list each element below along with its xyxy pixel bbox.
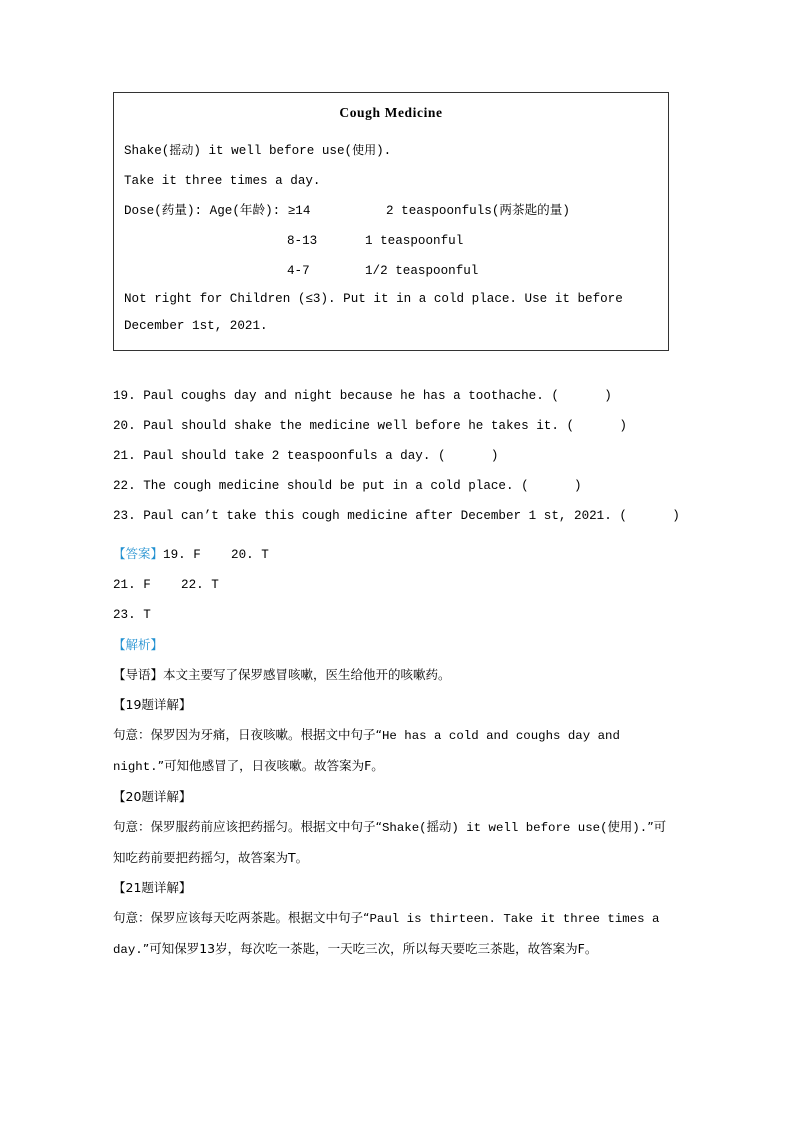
answer-tag: 【答案】 <box>113 546 164 561</box>
label-footer-note: Not right for Children (≤3). Put it in a cold place. Use it before December 1st, 2021. <box>124 292 623 333</box>
label-dose-line: Dose(药量): Age(年龄): ≥14 2 teaspoonfuls(两茶匙的量) <box>124 204 570 218</box>
explain-body-20: 句意：保罗服药前应该把药摇匀。根据文中句子“Shake(摇动) it well before use(使用).”可知吃药前要把药摇匀，故答案为T。 <box>113 819 667 865</box>
answer-line: 23. T <box>113 608 151 622</box>
medicine-label-box <box>113 92 669 351</box>
explain-heading-19: 【19题详解】 <box>113 697 192 712</box>
explain-heading-21: 【21题详解】 <box>113 880 192 895</box>
label-dose-row: 4-7 1/2 teaspoonful <box>287 264 479 278</box>
label-dose-row: 8-13 1 teaspoonful <box>287 234 464 248</box>
answer-first-line: 【答案】19. F 20. T <box>113 546 269 562</box>
medicine-label-title: Cough Medicine <box>339 105 443 120</box>
explain-body-21: 句意：保罗应该每天吃两茶匙。根据文中句子“Paul is thirteen. Take it three times a day.”可知保罗13岁，每次吃一茶匙，一天吃三次，所以每天要吃三茶匙，故答案为F。 <box>113 910 660 957</box>
document-content <box>113 92 680 965</box>
question-list <box>113 381 680 531</box>
question-item: 21. Paul should take 2 teaspoonfuls a day. ( ) <box>113 449 499 463</box>
label-frequency-line: Take it three times a day. <box>124 174 321 188</box>
explain-body-19: 句意：保罗因为牙痛，日夜咳嗽。根据文中句子“He has a cold and coughs day and night.”可知他感冒了，日夜咳嗽。故答案为F。 <box>113 727 620 774</box>
analysis-guide: 【导语】本文主要写了保罗感冒咳嗽，医生给他开的咳嗽药。 <box>113 667 451 682</box>
question-item: 20. Paul should shake the medicine well before he takes it. ( ) <box>113 419 627 433</box>
answer-line: 21. F 22. T <box>113 578 219 592</box>
answer-block <box>113 539 669 630</box>
analysis-block <box>113 630 669 965</box>
explain-heading-20: 【20题详解】 <box>113 789 192 804</box>
question-item: 19. Paul coughs day and night because he has a toothache. ( ) <box>113 389 612 403</box>
question-item: 23. Paul can’t take this cough medicine after December 1 st, 2021. ( ) <box>113 509 680 523</box>
analysis-tag: 【解析】 <box>113 637 164 652</box>
question-item: 22. The cough medicine should be put in a cold place. ( ) <box>113 479 582 493</box>
label-shake-line: Shake(摇动) it well before use(使用). <box>124 143 392 158</box>
